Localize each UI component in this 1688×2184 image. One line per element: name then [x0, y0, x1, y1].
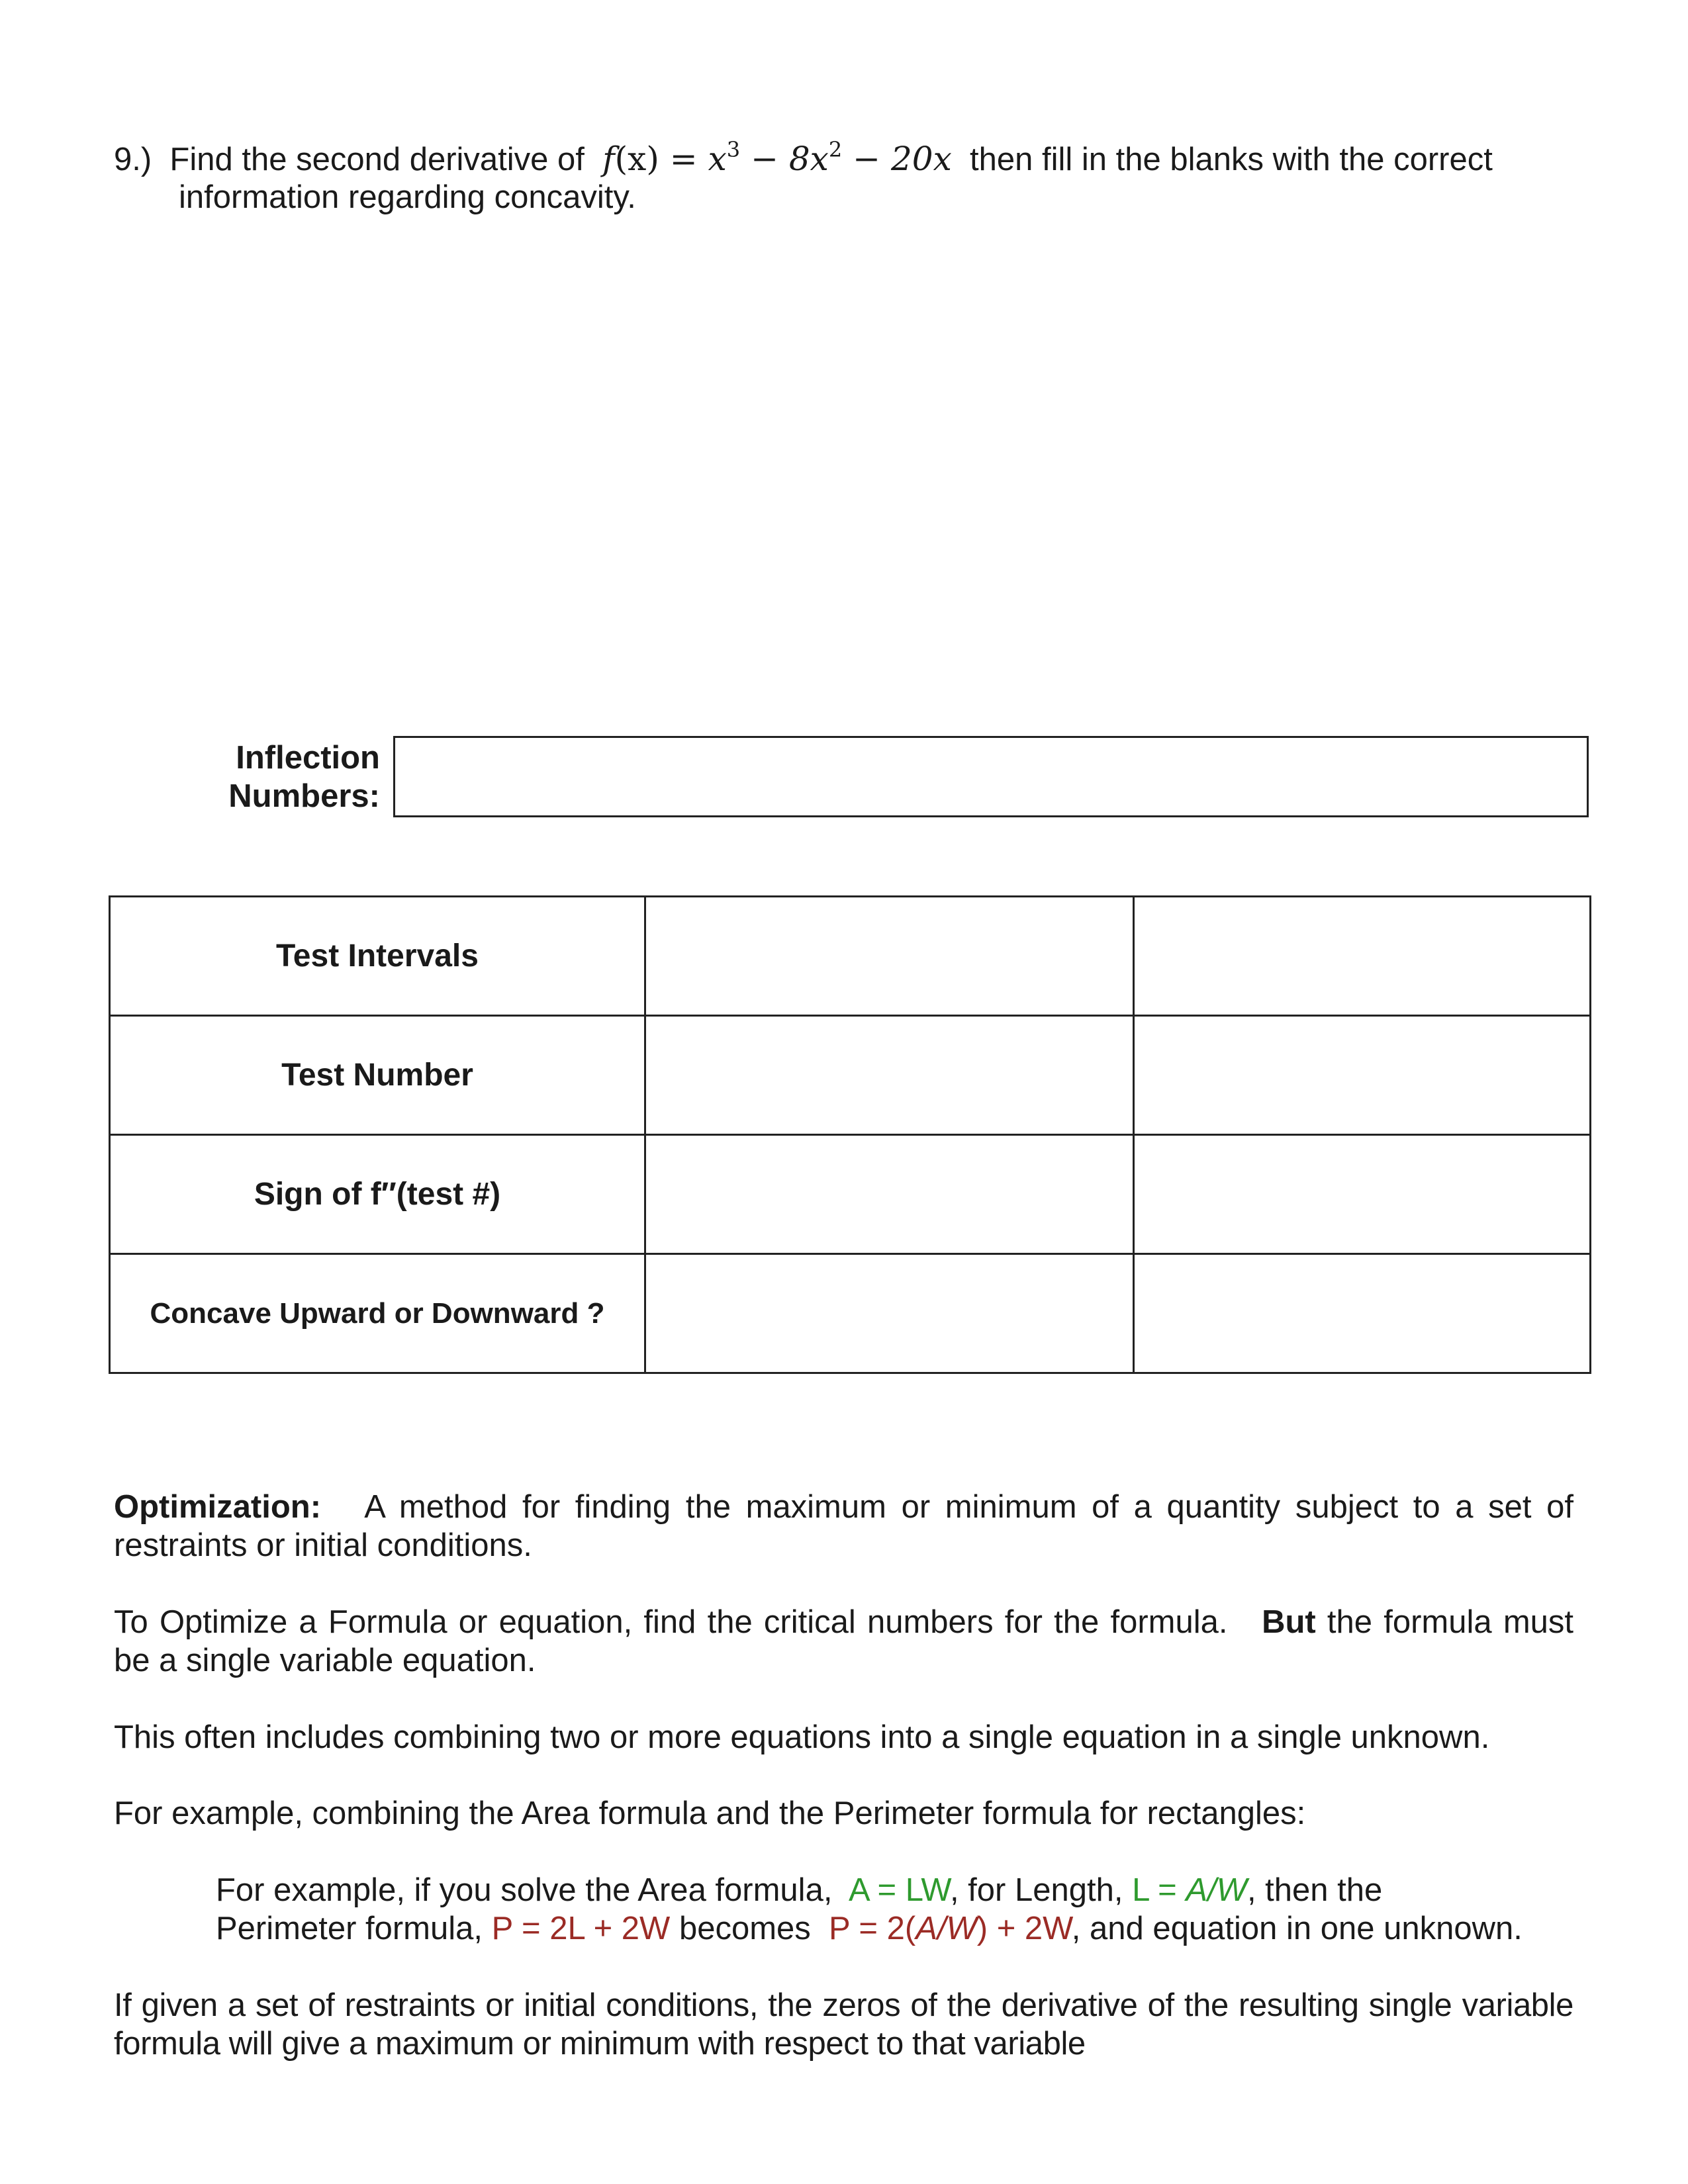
perimeter-formula: P = 2L + 2W: [491, 1911, 671, 1946]
optimization-paragraph-3: This often includes combining two or more equations into a single equation in a single unknown.: [114, 1719, 1490, 1755]
sub-prefix: P = 2(: [829, 1911, 916, 1946]
answer-cell[interactable]: [645, 1135, 1134, 1254]
length-fraction: A/W: [1186, 1872, 1247, 1908]
substituted-formula: [829, 1911, 1072, 1946]
table-row-test-intervals: [110, 897, 1591, 1016]
optimization-definition: [114, 1488, 1573, 1565]
answer-cell[interactable]: [1134, 1135, 1591, 1254]
concavity-table: [109, 895, 1591, 1374]
inflection-label-line-2: Numbers:: [228, 778, 380, 814]
example-text: becomes: [679, 1911, 811, 1946]
row-label: Test Intervals: [110, 897, 645, 1016]
optimization-heading: Optimization:: [114, 1489, 322, 1525]
term1: [708, 137, 741, 178]
term3: 20x: [890, 140, 952, 178]
func-name: f: [602, 140, 615, 178]
example-text: , and equation in one unknown.: [1071, 1911, 1523, 1946]
minus-sign: −: [853, 140, 881, 178]
term1-exponent: 3: [726, 137, 741, 162]
answer-cell[interactable]: [645, 1016, 1134, 1135]
problem-instruction: then fill in the blanks with the correct: [970, 142, 1493, 177]
example-line-2: [216, 1909, 1606, 1948]
equals-sign: =: [669, 140, 698, 178]
answer-cell[interactable]: [1134, 1254, 1591, 1373]
term1-base: x: [708, 140, 727, 178]
example-text: Perimeter formula,: [216, 1911, 483, 1946]
row-label: Sign of f′′(test #): [110, 1135, 645, 1254]
problem-intro: Find the second derivative of: [169, 142, 585, 177]
optimization-paragraph-4: For example, combining the Area formula and the Perimeter formula for rectangles:: [114, 1796, 1306, 1831]
function-expression: [602, 137, 952, 178]
table-row-test-number: [110, 1016, 1591, 1135]
term2-base: 8x: [788, 140, 829, 178]
row-label: Test Number: [110, 1016, 645, 1135]
length-prefix: L =: [1132, 1872, 1177, 1908]
length-formula: [1132, 1872, 1247, 1908]
optimization-paragraph-2: [114, 1603, 1573, 1680]
answer-cell[interactable]: [1134, 1016, 1591, 1135]
optimization-example: [216, 1871, 1606, 1948]
answer-cell[interactable]: [645, 1254, 1134, 1373]
sub-suffix: ) + 2W: [976, 1911, 1072, 1946]
table-row-sign: [110, 1135, 1591, 1254]
answer-cell[interactable]: [645, 897, 1134, 1016]
minus-sign: −: [751, 140, 778, 178]
paragraph-2-emphasis: But: [1262, 1604, 1316, 1640]
problem-9-line-1: [114, 137, 1493, 179]
problem-9-line-2: information regarding concavity.: [179, 179, 636, 215]
optimization-definition-text: A method for finding the maximum or minimum of a quantity subject to a set of restraints or initial conditions.: [114, 1489, 1573, 1563]
inflection-numbers-label: [199, 739, 380, 815]
inflection-numbers-answer-box[interactable]: [393, 736, 1589, 817]
term2: [788, 137, 843, 178]
answer-cell[interactable]: [1134, 897, 1591, 1016]
example-text: , then the: [1246, 1872, 1383, 1908]
optimization-paragraph-5: If given a set of restraints or initial conditions, the zeros of the derivative of the resulting single variable formula will give a maximum or minimum with respect to that variable: [114, 1987, 1573, 2062]
example-text: For example, if you solve the Area formula,: [216, 1872, 833, 1908]
func-var: (x): [614, 140, 659, 178]
table-row-concavity: [110, 1254, 1591, 1373]
inflection-label-line-1: Inflection: [236, 740, 380, 776]
row-label: Concave Upward or Downward ?: [110, 1254, 645, 1373]
example-line-1: [216, 1871, 1606, 1909]
paragraph-2-text-end: the formula must be a single variable equation.: [114, 1604, 1574, 1678]
problem-number: 9.): [114, 142, 152, 177]
example-text: , for Length,: [949, 1872, 1123, 1908]
paragraph-2-text: To Optimize a Formula or equation, find the critical numbers for the formula.: [114, 1604, 1228, 1640]
term2-exponent: 2: [828, 137, 843, 162]
sub-fraction: A/W: [915, 1911, 977, 1946]
area-formula: A = LW: [848, 1872, 950, 1908]
